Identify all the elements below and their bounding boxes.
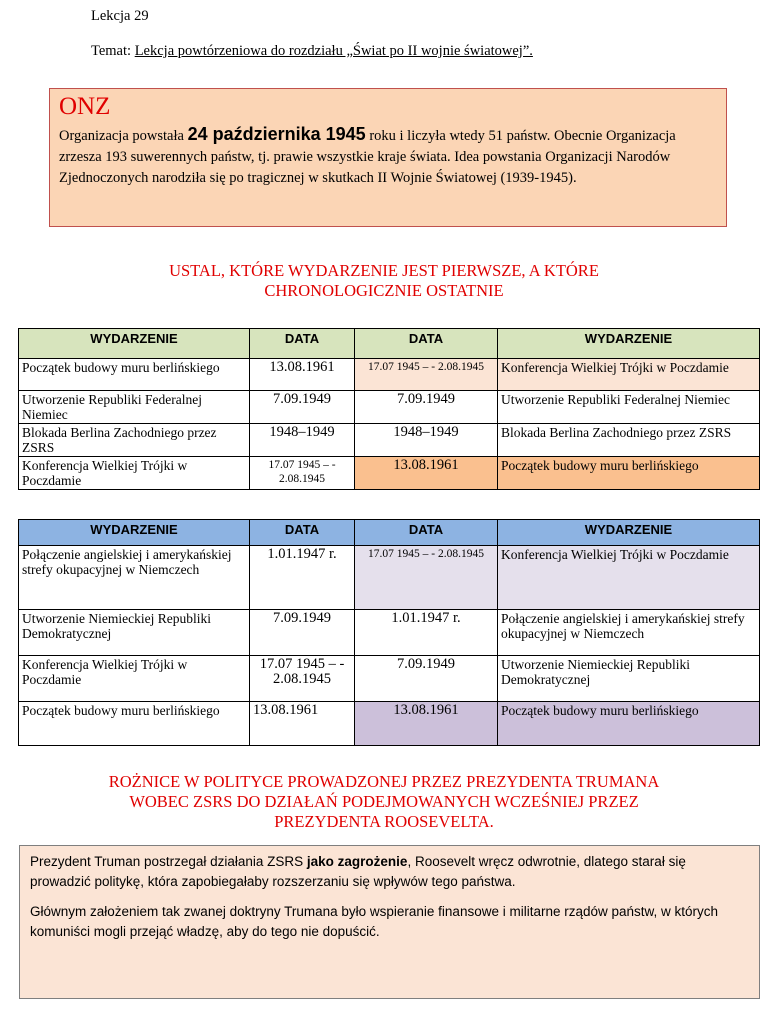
date-cell: 17.07 1945 – - 2.08.1945 — [250, 656, 355, 702]
chronology-table-2 — [18, 519, 760, 746]
header-date: DATA — [250, 520, 355, 546]
event-cell: Blokada Berlina Zachodniego przez ZSRS — [19, 424, 250, 457]
date-cell: 1948–1949 — [250, 424, 355, 457]
event-cell: Początek budowy muru berlińskiego — [498, 457, 760, 490]
lesson-number: Lekcja 29 — [91, 8, 149, 24]
event-cell: Konferencja Wielkiej Trójki w Poczdamie — [19, 656, 250, 702]
onz-info-box — [49, 88, 727, 227]
policy-paragraph-2: Głównym założeniem tak zwanej doktryny Trumana było wspieranie finansowe i militarne rządów państw, w których komuniści mogli przejąć władzę, aby do tego nie dopuścić. — [30, 904, 719, 939]
chronology-table-1 — [18, 328, 760, 490]
policy-text: Prezydent Truman postrzegał działania ZSRS — [30, 854, 307, 869]
date-cell: 7.09.1949 — [355, 391, 498, 424]
date-cell: 7.09.1949 — [250, 391, 355, 424]
date-cell: 17.07 1945 – - 2.08.1945 — [355, 546, 498, 610]
date-cell: 7.09.1949 — [250, 610, 355, 656]
chronology-heading — [0, 261, 768, 301]
chronology-heading-line2: CHRONOLOGICZNIE OSTATNIE — [264, 281, 504, 300]
date-cell: 13.08.1961 — [250, 702, 355, 746]
table-row — [19, 424, 760, 457]
date-cell: 1.01.1947 r. — [355, 610, 498, 656]
date-cell: 13.08.1961 — [355, 457, 498, 490]
policy-heading-line3: PREZYDENTA ROOSEVELTA. — [274, 812, 494, 831]
event-cell: Połączenie angielskiej i amerykańskiej strefy okupacyjnej w Niemczech — [498, 610, 760, 656]
policy-heading-line2: WOBEC ZSRS DO DZIAŁAŃ PODEJMOWANYCH WCZEŚNIEJ PRZEZ — [129, 792, 639, 811]
date-cell: 17.07 1945 – - 2.08.1945 — [250, 457, 355, 490]
event-cell: Połączenie angielskiej i amerykańskiej strefy okupacyjnej w Niemczech — [19, 546, 250, 610]
policy-heading — [0, 772, 768, 832]
header-event: WYDARZENIE — [498, 520, 760, 546]
onz-title: ONZ — [59, 93, 111, 120]
table-row — [19, 656, 760, 702]
onz-text-2: roku i liczyła wtedy 51 państw. Obecnie Organizacja zrzesza 193 suwerennych państw, tj. prawie wszystkie kraje świata. Idea powstania Organizacji Narodów Zjednoczonych narodziła się po tragicznej w skutkach II Wojnie Światowej (1939-1945). — [59, 128, 676, 186]
header-event: WYDARZENIE — [498, 329, 760, 359]
onz-founding-date: 24 października 1945 — [187, 124, 366, 144]
event-cell: Blokada Berlina Zachodniego przez ZSRS — [498, 424, 760, 457]
date-cell: 1.01.1947 r. — [250, 546, 355, 610]
table-row — [19, 457, 760, 490]
table-row — [19, 610, 760, 656]
event-cell: Początek budowy muru berlińskiego — [19, 359, 250, 391]
chronology-heading-line1: USTAL, KTÓRE WYDARZENIE JEST PIERWSZE, A KTÓRE — [169, 261, 599, 280]
policy-heading-line1: ROŻNICE W POLITYCE PROWADZONEJ PRZEZ PREZYDENTA TRUMANA — [108, 772, 660, 791]
event-cell: Początek budowy muru berlińskiego — [498, 702, 760, 746]
date-cell: 1948–1949 — [355, 424, 498, 457]
table-row — [19, 359, 760, 391]
header-date: DATA — [250, 329, 355, 359]
onz-text-1: Organizacja powstała — [59, 128, 188, 144]
date-cell: 7.09.1949 — [355, 656, 498, 702]
event-cell: Utworzenie Niemieckiej Republiki Demokratycznej — [19, 610, 250, 656]
truman-policy-box — [19, 845, 760, 999]
date-cell: 13.08.1961 — [355, 702, 498, 746]
header-date: DATA — [355, 329, 498, 359]
event-cell: Utworzenie Republiki Federalnej Niemiec — [19, 391, 250, 424]
policy-text: , Roosevelt wręcz odwrotnie, dlatego starał się prowadzić politykę, która zapobiegałaby rozszerzaniu się wpływów tego państwa. — [30, 854, 686, 889]
header-date: DATA — [355, 520, 498, 546]
date-cell: 17.07 1945 – - 2.08.1945 — [355, 359, 498, 391]
table-header-row — [19, 329, 760, 359]
header-event: WYDARZENIE — [19, 520, 250, 546]
event-cell: Konferencja Wielkiej Trójki w Poczdamie — [498, 359, 760, 391]
table-header-row — [19, 520, 760, 546]
policy-emphasis: jako zagrożenie — [306, 854, 408, 869]
event-cell: Konferencja Wielkiej Trójki w Poczdamie — [19, 457, 250, 490]
topic-title: Lekcja powtórzeniowa do rozdziału „Świat po II wojnie światowej”. — [134, 43, 533, 59]
table-row — [19, 546, 760, 610]
policy-paragraph-1 — [30, 852, 749, 892]
table-row — [19, 702, 760, 746]
event-cell: Konferencja Wielkiej Trójki w Poczdamie — [498, 546, 760, 610]
date-cell: 13.08.1961 — [250, 359, 355, 391]
onz-text — [59, 124, 717, 189]
topic-prefix: Temat: — [91, 43, 135, 59]
event-cell: Utworzenie Republiki Federalnej Niemiec — [498, 391, 760, 424]
table-row — [19, 391, 760, 424]
header-event: WYDARZENIE — [19, 329, 250, 359]
event-cell: Początek budowy muru berlińskiego — [19, 702, 250, 746]
lesson-topic — [91, 43, 533, 60]
event-cell: Utworzenie Niemieckiej Republiki Demokratycznej — [498, 656, 760, 702]
